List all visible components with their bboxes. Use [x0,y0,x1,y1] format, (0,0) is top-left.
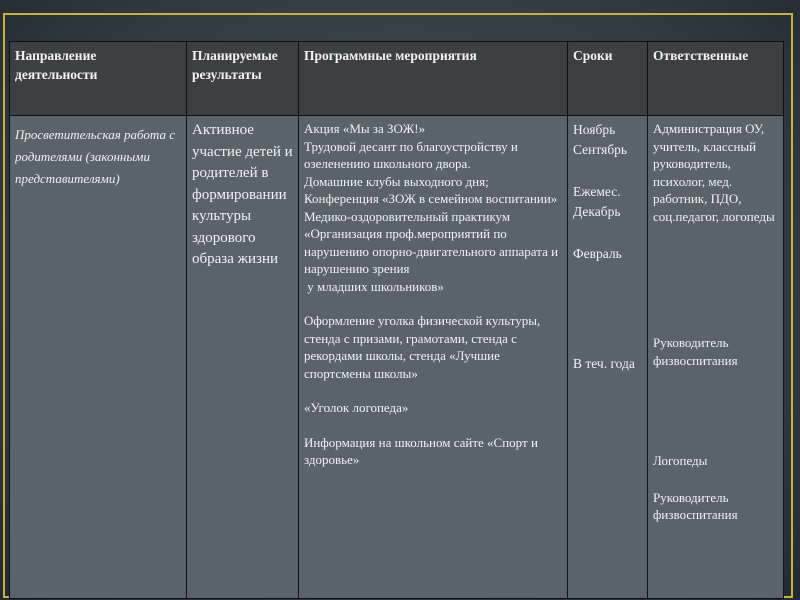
header-direction: Направление деятельности [10,42,187,116]
program-item: Медико-оздоровительный практикум [304,208,511,224]
program-item: «Уголок логопеда» [304,400,409,415]
cell-responsible [648,116,784,599]
header-results: Планируемые результаты [187,42,299,116]
header-program: Программные мероприятия [299,42,568,116]
responsible-item: Администрация ОУ, учитель, классный руководитель, психолог, мед. работник, ПДО, соц.педагог, логопеды [653,121,775,224]
program-item: Домашние клубы выходного дня; [304,173,489,189]
header-responsible: Ответственные [648,42,784,116]
program-item: Трудовой десант по благоустройству и озеленению школьного двора. [304,138,518,171]
term-item: Ежемес. [573,184,621,199]
term-item: Ноябрь [573,122,616,137]
program-item: Информация на школьном сайте «Спорт и здоровье» [304,434,538,467]
program-item: Акция «Мы за ЗОЖ!» [304,121,426,136]
term-item: Февраль [573,246,622,261]
responsible-item: Руководитель физвоспитания [653,335,738,368]
term-item: Декабрь [573,204,621,219]
header-terms: Сроки [568,42,648,116]
cell-terms [568,116,648,599]
program-item: у младших школьников» [304,278,444,294]
responsible-item: Логопеды [653,453,708,468]
activities-table [9,41,784,599]
program-item: «Организация проф.мероприятий по нарушению опорно-двигательного аппарата и нарушению зрения [304,226,559,276]
cell-program [299,116,568,599]
cell-direction: Просветительская работа с родителями (законными представителями) [10,116,187,599]
program-item: Оформление уголка физической культуры, стенда с призами, грамотами, стенда с рекордами школы, стенда «Лучшие спортсмены школы» [304,313,541,381]
program-item: Конференция «ЗОЖ в семейном воспитании» [304,191,558,206]
responsible-item: Руководитель физвоспитания [653,489,738,522]
term-item: Сентябрь [573,142,628,157]
table-row [10,116,784,599]
table-header-row [10,42,784,116]
term-item: В теч. года [573,356,635,371]
cell-results: Активное участие детей и родителей в формировании культуры здорового образа жизни [187,116,299,599]
